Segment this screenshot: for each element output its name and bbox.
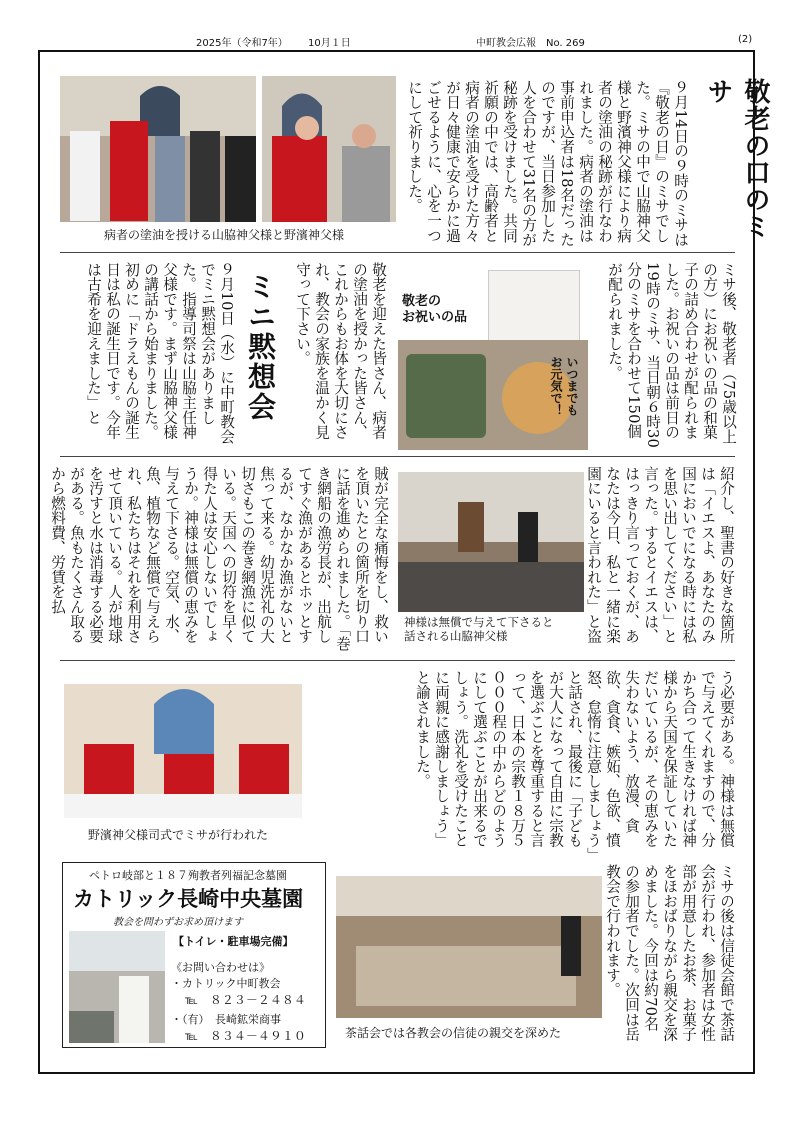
anointing-photo-left xyxy=(60,76,256,222)
ad-org-2: ・（有） 長崎鉱栄商事 xyxy=(171,1013,281,1026)
ad-tel-2: ℡ ８３４－４９１０ xyxy=(185,1029,306,1043)
ad-illustration xyxy=(69,931,165,1043)
tea-party-caption: 茶話会では各教会の信徒の親交を深めた xyxy=(345,1026,562,1040)
tea-party-photo xyxy=(336,876,602,1018)
keirou-body: ９月14日の９時のミサは『敬老の日』のミサでした。ミサの中で山脇神父様と野濱神父様により病者の塗油の秘跡が行なわれました。病者の塗油は事前申込者は18名だったのですが、当日参加した人を合わせて31名の方が秘跡を受けました。共同祈願の中では、高齢者と病者の塗油を受けた方々が日々健康で安らかに過ごせるように、心を一つにして祈りました。 xyxy=(406,80,689,247)
anointing-illustration-right xyxy=(262,76,396,222)
mokusou-body-6: ミサの後は信徒会館で茶話会が行われ、参加者は女性部が用意したお茶、お菓子をほおばりながら親交を深めました。今回は約70名の参加者でした。次回は岳教会で行われます。 xyxy=(604,864,735,1042)
ad-contact-head: 《お問い合わせは》 xyxy=(171,961,270,974)
mokusou-body-3: 賊が完全な痛悔をし、救いを頂いたとの箇所を切り口に話を進められました。「巻き網船の漁労長が、出航してすぐ漁があるとホッとするが、なかなか漁がないと焦って来る。幼児洗礼の大切さもこの巻き網漁に似ている。天国への切符を早く得た人は安心しないでしょうか。神様は無償の恵みを与えて下さる。空気、水、魚、植物など無償で与えられ、私たちはそれを利用させて頂いている。人が地球を汚すと水は消毒する必要がある。魚もたくさん取るから燃料費、労賃を払 xyxy=(49,466,389,652)
mokusou-body-4: う必要がある。神様は無償で与えてくれますので、分かち合って生きなければ神様から天国を保証していただいているが、その恵みを失わないよう、放漫、貪欲、貪食、嫉妬、色欲、憤怒、怠惰に注意しましょう」と話され、最後に「子どもが大人になって自由に宗教を選ぶことを尊重すると言って、日本の宗教１８万５０００程の中からどのようにして選ぶことが出来るでしょう。洗礼を受けたことに両親に感謝しましょう」と諭されました。 xyxy=(414,670,735,856)
tea-party-illustration xyxy=(336,876,602,1018)
newsletter-title: 中町教会広報 No. 269 xyxy=(476,38,585,49)
mass-illustration xyxy=(64,684,302,818)
ad-org-1: ・カトリック中町教会 xyxy=(171,977,281,990)
issue-date: 10月１日 xyxy=(308,38,351,49)
anointing-illustration-left xyxy=(60,76,256,222)
mokusou-body-1: ９月10日（水）に中町教会でミニ黙想会がありました。指導司祭は山脇主任神父様です。まず山脇神父様の講話から始まりました。初めに「ドラえもんの誕生日は私の誕生日です。今年は古希を迎えました」と xyxy=(85,262,235,444)
keirou-closing: 敬老を迎えた皆さん、病者の塗油を授かった皆さん、これからもお体を大切にされ、教会の家族を温かく見守って下さい。 xyxy=(294,262,387,440)
keirou-caption: 病者の塗油を授ける山脇神父様と野濱神父様 xyxy=(104,228,345,242)
cemetery-ad xyxy=(62,862,326,1048)
ad-name: カトリック長崎中央墓園 xyxy=(73,887,304,911)
section-divider-3 xyxy=(60,660,735,661)
mass-photo xyxy=(64,684,302,818)
mokusou-body-2: 紹介し、聖書の好きな箇所は「イエスよ、あなたのみ国においでになる時には私を思い出してください」と言った。するとイエスは、はっきり言っておくが、あなたは今日、私と一緒に楽園にいると言われた」と盗 xyxy=(585,466,735,644)
anointing-photo-right xyxy=(262,76,396,222)
issue-year: 2025年（令和7年） xyxy=(196,38,288,49)
gift-message: いつまでも お元気で！ xyxy=(549,356,579,416)
keirou-title: 敬老の口のミサ xyxy=(703,78,770,240)
keirou-body-2: ミサ後、敬老者（75歳以上の方）にお祝いの品の和菓子の詰め合わせが配られました。お祝いの品は前日の19時のミサ、当日朝６時30分のミサを合わせて150個が配られました。 xyxy=(606,262,737,448)
lecture-photo xyxy=(398,472,584,612)
section-divider-1 xyxy=(60,252,735,253)
lecture-caption: 神様は無償で与えて下さると 話される山脇神父様 xyxy=(404,615,554,643)
ad-tel-1: ℡ ８２３－２４８４ xyxy=(185,993,306,1007)
ad-photo xyxy=(69,931,165,1043)
ad-tagline: ペトロ岐部と１８７殉教者列福記念墓園 xyxy=(89,869,287,882)
gift-label: 敬老の お祝いの品 xyxy=(402,294,468,325)
lecture-illustration xyxy=(398,472,584,612)
mass-caption: 野濱神父様司式でミサが行われた xyxy=(88,828,269,842)
ad-facilities: 【トイレ・駐車場完備】 xyxy=(173,935,294,948)
page-number: (2) xyxy=(738,34,753,45)
ad-motto: 教会を問わずお求め頂けます xyxy=(113,917,243,928)
mokusou-title: ミニ黙想会 xyxy=(244,272,277,422)
section-divider-2 xyxy=(60,456,735,457)
